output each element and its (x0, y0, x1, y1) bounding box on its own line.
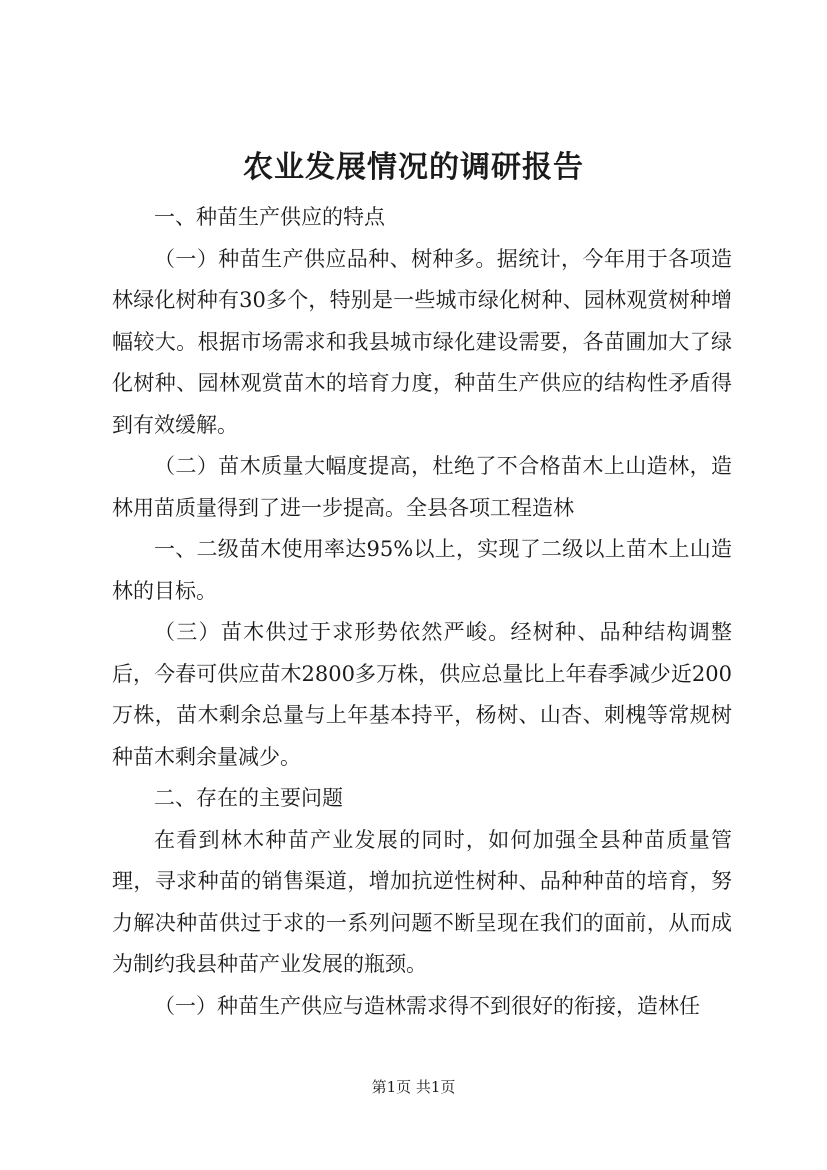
section-heading-2: 二、存在的主要问题 (154, 786, 343, 810)
paragraph-6: （一）种苗生产供应与造林需求得不到很好的衔接，造林任 (154, 993, 700, 1018)
paragraph-1: （一）种苗生产供应品种、树种多。据统计，今年用于各项造林绿化树种有30多个，特别是一些城市绿化树种、园林观赏树种增幅较大。根据市场需求和我县城市绿化建设需要，各苗圃加大了绿化树种、园林观赏苗木的培育力度，种苗生产供应的结构性矛盾得到有效缓解。 (112, 246, 732, 437)
paragraph-4: （三）苗木供过于求形势依然严峻。经树种、品种结构调整后，今春可供应苗木2800多万株，供应总量比上年春季减少近200万株，苗木剩余总量与上年基本持平，杨树、山杏、刺槐等常规树种苗木剩余量减少。 (112, 620, 732, 769)
paragraph-3: 一、二级苗木使用率达95%以上，实现了二级以上苗木上山造林的目标。 (112, 537, 732, 603)
paragraph-5: 在看到林木种苗产业发展的同时，如何加强全县种苗质量管理，寻求种苗的销售渠道，增加抗逆性树种、品种种苗的培育，努力解决种苗供过于求的一系列问题不断呈现在我们的面前，从而成为制约我县种苗产业发展的瓶颈。 (112, 827, 732, 976)
document-body (112, 197, 732, 1027)
paragraph-2: （二）苗木质量大幅度提高，杜绝了不合格苗木上山造林，造林用苗质量得到了进一步提高。全县各项工程造林 (112, 454, 732, 520)
page-footer: 第1页 共1页 (371, 1078, 456, 1096)
section-heading-1: 一、种苗生产供应的特点 (154, 205, 385, 229)
document-title: 农业发展情况的调研报告 (243, 150, 584, 185)
